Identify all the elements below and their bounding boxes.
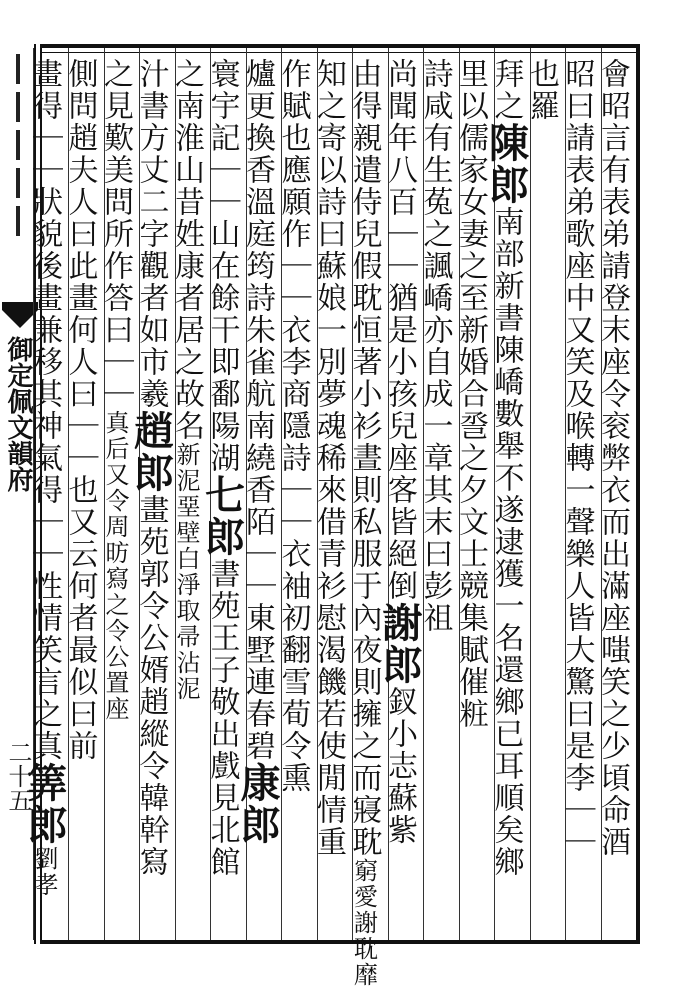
entry-headword: 趙郎	[127, 410, 175, 494]
text-segment: 書苑王子敬出戲見北館	[204, 558, 240, 878]
text-column	[21, 58, 68, 936]
text-segment: 尚聞年八百｜｜猶是小孩兒座客皆絕倒	[382, 58, 417, 602]
text-segment: 也羅	[524, 58, 559, 122]
text-segment: 側問趙夫人曰此畫何人曰｜｜也又云何者最似曰前	[62, 58, 98, 762]
entry-headword: 謝郎	[376, 602, 423, 686]
text-column	[127, 58, 175, 936]
text-segment: 窮愛謝耽靡	[349, 858, 378, 988]
text-column	[595, 58, 631, 936]
entry-headword: 筭郎	[21, 762, 68, 846]
text-segment: 之南淮山昔姓康者居之故名	[169, 58, 204, 442]
text-segment: 寰宇記｜｜山在餘干即鄱陽湖	[204, 58, 240, 474]
text-segment: 真后又令周昉寫之令公置座	[101, 410, 129, 722]
book-title: 御定佩文韻府	[3, 336, 33, 492]
text-segment: 會昭言有表弟請登末座令衮弊衣而出滿座嗤笑之少頃命酒	[595, 58, 630, 858]
text-column	[98, 58, 134, 936]
text-segment: 拜之	[488, 58, 524, 122]
entry-headword: 陳郎	[482, 122, 530, 206]
text-segment: 爐更換香溫庭筠詩朱雀航南繞香陌｜｜東墅連春碧	[240, 58, 275, 762]
text-segment: 作賦也應願作｜｜衣李商隱詩｜｜衣袖初翻雪荀令熏	[275, 58, 311, 794]
text-segment: 畫得｜｜狀貌後畫兼移其神氣得｜｜性情笑言之真	[27, 58, 62, 762]
text-segment: 由得親遣侍兒假耽恒著小衫晝則私服于內夜則擁之而寢耽	[346, 58, 382, 858]
frame-top-border	[40, 44, 640, 48]
text-segment: 釵小志蘇紫	[382, 686, 417, 846]
text-column	[198, 58, 246, 936]
text-column	[417, 58, 453, 936]
text-column	[346, 58, 382, 988]
text-column	[169, 58, 205, 936]
entry-headword: 七郎	[198, 474, 246, 558]
text-segment: 知之寄以詩曰蘇娘一別夢魂稀來借青衫慰渴饑若使閒情重	[311, 58, 346, 858]
text-segment: 里以儒家女妻之至新婚合巹之夕文士競集賦催粧	[453, 58, 488, 730]
frame-bottom-border	[40, 940, 640, 944]
text-segment: 之見歎美問所作答曰｜｜	[98, 58, 133, 410]
text-segment: 新泥堊壁白淨取帚沾泥	[172, 442, 200, 702]
text-column	[311, 58, 347, 936]
text-column	[482, 58, 530, 936]
text-segment: 詩咸有生菟之諷嶠亦自成一章其末曰彭祖	[417, 58, 453, 634]
text-column	[559, 58, 595, 936]
page-number: 二十五	[4, 740, 32, 812]
text-segment: 南部新書陳嶠數舉不遂逮獲一名還鄉已耳順矣鄉	[488, 206, 524, 878]
text-segment: 劉孝	[30, 846, 58, 898]
text-segment: 畫苑郭令公婿趙縱令韓幹寫	[133, 494, 169, 878]
text-segment: 汁書方丈二字觀者如市羲	[133, 58, 169, 410]
text-column	[376, 58, 423, 936]
entry-headword: 康郎	[234, 762, 281, 846]
frame-inner-top-border	[40, 52, 636, 53]
text-segment: 昭曰請表弟歌座中又笑及喉轉一聲樂人皆大驚曰是李｜｜	[559, 58, 595, 858]
text-column	[453, 58, 489, 936]
frame-right-border	[636, 44, 640, 944]
